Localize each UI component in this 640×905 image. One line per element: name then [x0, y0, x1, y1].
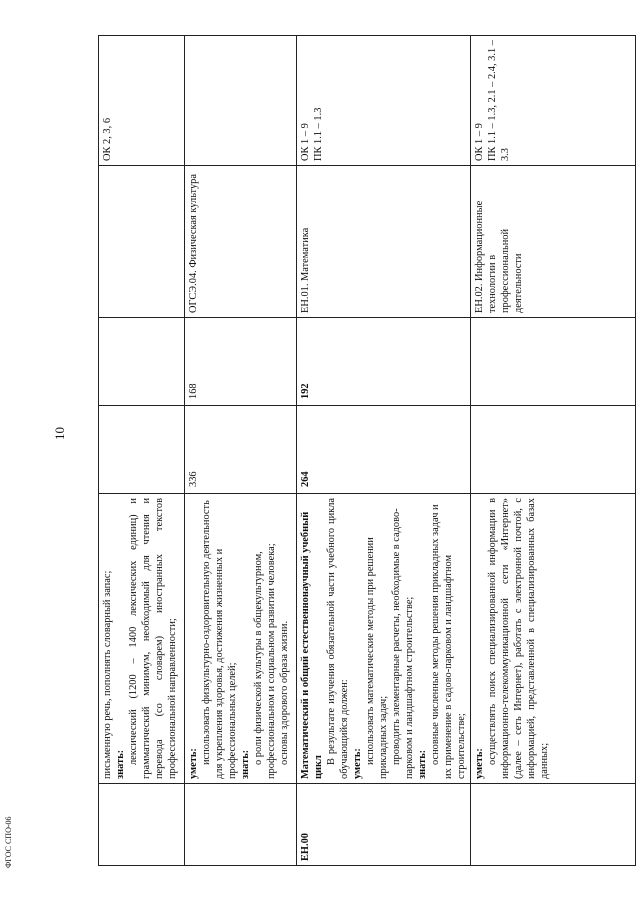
index-cell: ЕН.00	[297, 784, 471, 866]
page-number: 10	[52, 427, 67, 440]
competencies-cell: ОК 2, 3, 6	[99, 36, 185, 166]
max-load-cell: 336	[185, 406, 297, 494]
hours-cell	[471, 318, 636, 406]
content-cell	[99, 494, 185, 784]
competencies-cell: ОК 1 – 9 ПК 1.1 – 1.3, 2.1 – 2.4, 3.1 – 3.3	[471, 36, 636, 166]
max-load-cell	[471, 406, 636, 494]
discipline-cell	[99, 166, 185, 318]
text-line: письменную речь, пополнять словарный запас;	[102, 570, 113, 779]
competencies-cell: ОК 1 – 9 ПК 1.1 – 1.3	[297, 36, 471, 166]
curriculum-table	[98, 35, 636, 866]
content-cell	[185, 494, 297, 784]
index-cell	[471, 784, 636, 866]
table-row	[471, 36, 636, 866]
hours-cell: 168	[185, 318, 297, 406]
content-cell	[297, 494, 471, 784]
footer-label: ФГОС СПО-06	[4, 816, 13, 868]
section-label: уметь:	[474, 748, 485, 779]
hours-cell	[99, 318, 185, 406]
rotated-page	[98, 36, 631, 866]
hours-cell: 192	[297, 318, 471, 406]
content-cell	[471, 494, 636, 784]
text-line: о роли физической культуры в общекультурном, профессиональном и социальном развитии человека;	[253, 543, 277, 779]
table-row	[297, 36, 471, 866]
section-label: знать:	[115, 749, 126, 779]
section-label: уметь:	[188, 748, 199, 779]
text-line: В результате изучения обязательной части учебного цикла обучающийся должен:	[326, 498, 350, 779]
table-row	[99, 36, 185, 866]
max-load-cell: 264	[297, 406, 471, 494]
section-title: Математический и общий естественнонаучный учебный цикл	[300, 511, 324, 779]
competencies-cell	[185, 36, 297, 166]
index-cell	[185, 784, 297, 866]
text-line: проводить элементарные расчеты, необходимые в садово-парковом и ландшафтном строительстве;	[391, 508, 415, 779]
text-line: основы здорового образа жизни.	[279, 620, 290, 765]
discipline-cell: ЕН.01. Математика	[297, 166, 471, 318]
text-line: осуществлять поиск специализированной информации в информационно-телекоммуникационной сети «Интернет» (далее – сеть Интернет), работать с электронной почтой, с информацией, представленной в специализированных базах данных;	[487, 498, 550, 779]
text-line: лексический (1200 – 1400 лексических единиц) и грамматический минимум, необходимый для чтения и перевода (со словарем) иностранных текстов профессиональной направленности;	[128, 498, 178, 779]
section-label: уметь:	[352, 748, 363, 779]
index-cell	[99, 784, 185, 866]
section-label: знать:	[240, 749, 251, 779]
text-line: основные численные методы решения прикладных задач и их применение в садово-парковом и ландшафтном строительстве;	[430, 504, 467, 779]
discipline-cell: ЕН.02. Информационные технологии в профессиональной деятельности	[471, 166, 636, 318]
table-row	[185, 36, 297, 866]
section-label: знать:	[417, 749, 428, 779]
max-load-cell	[99, 406, 185, 494]
text-line: использовать физкультурно-оздоровительную деятельность для укрепления здоровья, достижения жизненных и профессиональных целей;	[201, 500, 238, 779]
text-line: использовать математические методы при решении прикладных задач;	[365, 537, 389, 779]
discipline-cell: ОГСЭ.04. Физическая культура	[185, 166, 297, 318]
